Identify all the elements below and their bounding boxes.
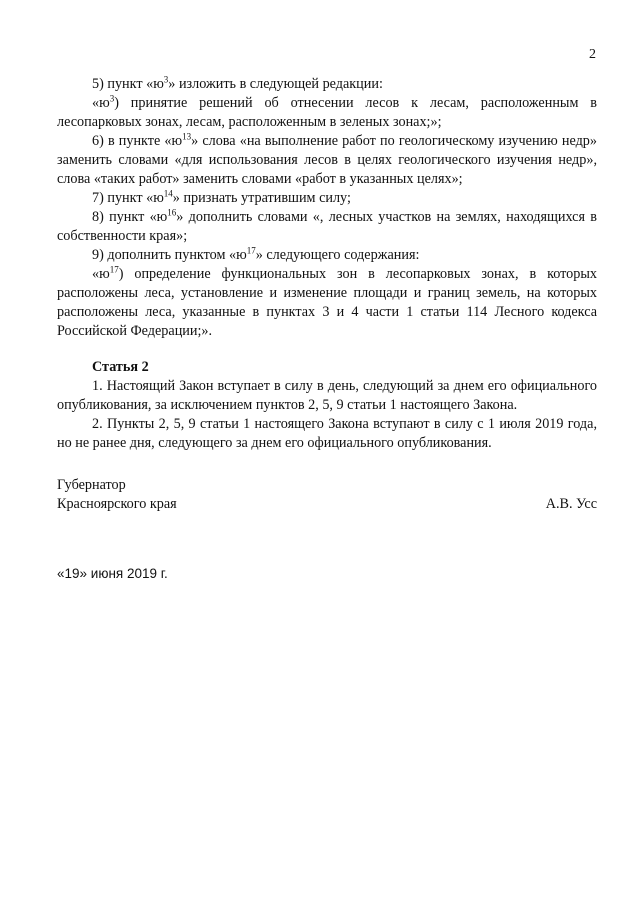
signing-date: «19» июня 2019 г. (57, 566, 168, 581)
signatory-name: А.В. Усс (545, 496, 597, 512)
item-8: 8) пункт «$ю^{16}$» дополнить словами «, лесных участков на землях, находящихся в собственности края»; (57, 207, 597, 244)
signatory-title-line-1: Губернатор (57, 477, 126, 493)
signature-row (57, 495, 597, 514)
item-5: 5) пункт «$ю^3$» изложить в следующей редакции: (92, 74, 383, 92)
signatory-title-line-2: Красноярского края (57, 496, 177, 512)
page-number: 2 (589, 47, 596, 62)
item-5-text: «$ю^3$) принятие решений об отнесении лесов к лесам, расположенным в лесопарковых зонах, лесам, расположенным в зеленых зонах;»; (57, 93, 597, 130)
document-body (57, 75, 597, 453)
article-2-paragraph-2: 2. Пункты 2, 5, 9 статьи 1 настоящего Закона вступают в силу с 1 июля 2019 года, но не ранее дня, следующего за днем его официального опубликования. (57, 416, 597, 451)
article-2-paragraph-1: 1. Настоящий Закон вступает в силу в день, следующий за днем его официального опубликования, за исключением пунктов 2, 5, 9 статьи 1 настоящего Закона. (57, 378, 597, 413)
item-9: 9) дополнить пунктом «$ю^{17}$» следующего содержания: (92, 245, 420, 263)
article-2-title: Статья 2 (92, 359, 149, 375)
signature-block (57, 476, 597, 514)
item-9-text: «$ю^{17}$) определение функциональных зон в лесопарковых зонах, в которых расположены леса, установление и изменение площади и границ земель, на которых расположены леса, указанные в пунктах 3 и 4 части 1 статьи 114 Лесного кодекса Российской Федерации;». (57, 264, 597, 339)
item-7: 7) пункт «$ю^{14}$» признать утратившим силу; (92, 188, 351, 206)
item-6: 6) в пункте «$ю^{13}$» слова «на выполнение работ по геологическому изучению недр» заменить словами «для использования лесов в целях геологического изучения недр», слова «таких работ» заменить словами «работ в указанных целях»; (57, 131, 597, 187)
